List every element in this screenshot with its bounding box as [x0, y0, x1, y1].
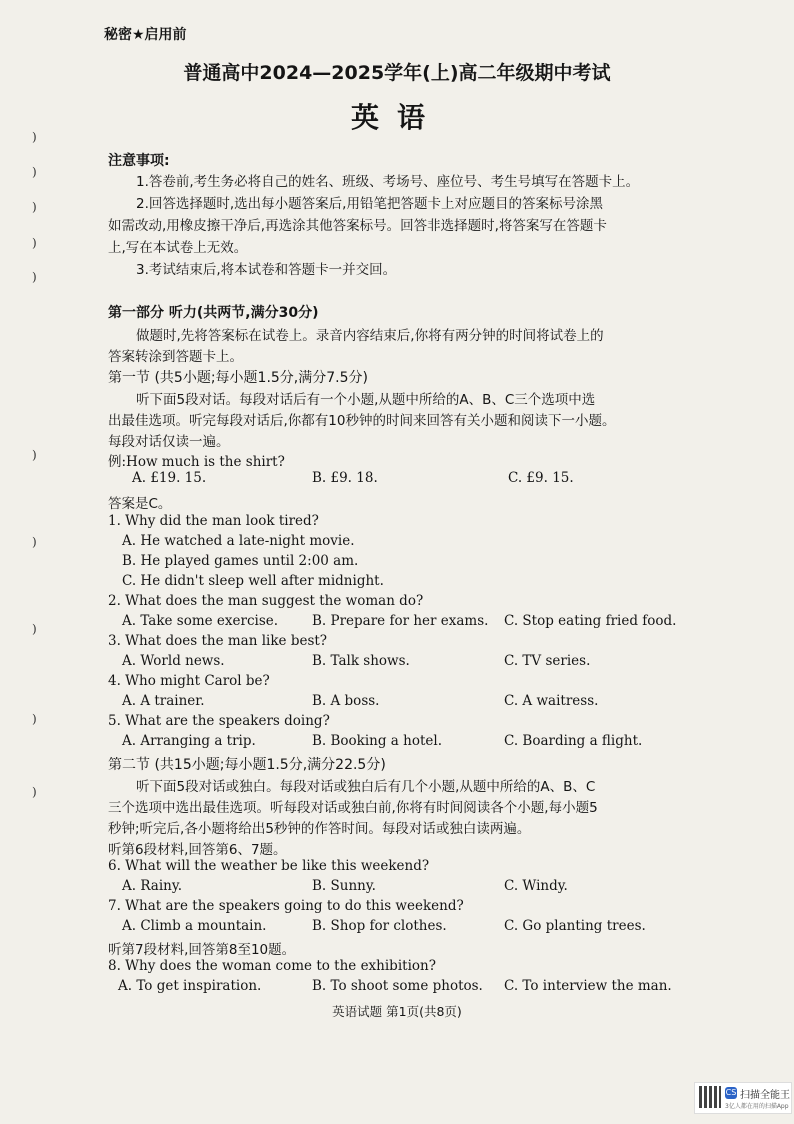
option-7a: A. Climb a mountain. [122, 918, 267, 934]
binding-mark: ) [32, 130, 37, 144]
exam-title: 普通高中2024—2025学年(上)高二年级期中考试 [183, 62, 611, 84]
option-8c: C. To interview the man. [504, 978, 672, 994]
secret-label: 秘密★启用前 [104, 27, 187, 43]
section2-title: 第二节 (共15小题;每小题1.5分,满分22.5分) [108, 757, 386, 773]
notice-item-2: 2.回答选择题时,选出每小题答案后,用铅笔把答题卡上对应题目的答案标号涂黑 [136, 196, 603, 212]
question-2: 2. What does the man suggest the woman do? [108, 593, 424, 609]
notice-title: 注意事项: [108, 153, 170, 169]
material-6-label: 听第6段材料,回答第6、7题。 [108, 842, 287, 858]
question-5: 5. What are the speakers doing? [108, 713, 330, 729]
notice-item-1: 1.答卷前,考生务必将自己的姓名、班级、考场号、座位号、考生号填写在答题卡上。 [136, 174, 640, 190]
binding-mark: ) [32, 270, 37, 284]
binding-mark: ) [32, 535, 37, 549]
binding-mark: ) [32, 622, 37, 636]
binding-mark: ) [32, 200, 37, 214]
option-1a: A. He watched a late-night movie. [122, 533, 355, 549]
scanner-watermark [694, 1082, 792, 1114]
option-1c: C. He didn't sleep well after midnight. [122, 573, 384, 589]
question-4: 4. Who might Carol be? [108, 673, 270, 689]
option-4b: B. A boss. [312, 693, 380, 709]
question-7: 7. What are the speakers going to do this weekend? [108, 898, 464, 914]
example-option-a: A. £19. 15. [132, 470, 207, 486]
option-3c: C. TV series. [504, 653, 591, 669]
option-8a: A. To get inspiration. [118, 978, 262, 994]
option-6a: A. Rainy. [122, 878, 182, 894]
question-6: 6. What will the weather be like this weekend? [108, 858, 430, 874]
section2-intro-cont: 秒钟;听完后,各小题将给出5秒钟的作答时间。每段对话或独白读两遍。 [108, 821, 531, 837]
notice-item-2-cont: 如需改动,用橡皮擦干净后,再选涂其他答案标号。回答非选择题时,将答案写在答题卡 [108, 218, 607, 234]
option-3b: B. Talk shows. [312, 653, 410, 669]
page-footer: 英语试题 第1页(共8页) [332, 1004, 462, 1019]
option-7c: C. Go planting trees. [504, 918, 646, 934]
notice-item-3: 3.考试结束后,将本试卷和答题卡一并交回。 [136, 262, 397, 278]
option-6b: B. Sunny. [312, 878, 376, 894]
scanner-label: 扫描全能王 [740, 1090, 790, 1101]
section1-intro-cont: 每段对话仅读一遍。 [108, 434, 230, 450]
example-option-b: B. £9. 18. [312, 470, 378, 486]
binding-mark: ) [32, 712, 37, 726]
binding-mark: ) [32, 165, 37, 179]
option-2c: C. Stop eating fried food. [504, 613, 677, 629]
section1-intro: 听下面5段对话。每段对话后有一个小题,从题中所给的A、B、C三个选项中选 [136, 392, 596, 408]
notice-item-2-cont: 上,写在本试卷上无效。 [108, 240, 248, 256]
section2-intro: 听下面5段对话或独白。每段对话或独白后有几个小题,从题中所给的A、B、C [136, 779, 596, 795]
question-8: 8. Why does the woman come to the exhibition? [108, 958, 436, 974]
example-option-c: C. £9. 15. [508, 470, 574, 486]
section1-title: 第一节 (共5小题;每小题1.5分,满分7.5分) [108, 370, 368, 386]
scanner-sub-label: 3亿人都在用的扫描App [725, 1103, 789, 1110]
part1-intro: 做题时,先将答案标在试卷上。录音内容结束后,你将有两分钟的时间将试卷上的 [136, 328, 604, 344]
binding-mark: ) [32, 236, 37, 250]
question-3: 3. What does the man like best? [108, 633, 328, 649]
option-8b: B. To shoot some photos. [312, 978, 483, 994]
section1-intro-cont: 出最佳选项。听完每段对话后,你都有10秒钟的时间来回答有关小题和阅读下一小题。 [108, 413, 616, 429]
part1-title: 第一部分 听力(共两节,满分30分) [108, 305, 319, 321]
binding-mark: ) [32, 448, 37, 462]
option-7b: B. Shop for clothes. [312, 918, 447, 934]
option-3a: A. World news. [122, 653, 225, 669]
part1-intro-cont: 答案转涂到答题卡上。 [108, 349, 243, 365]
option-2a: A. Take some exercise. [122, 613, 279, 629]
option-5b: B. Booking a hotel. [312, 733, 442, 749]
question-1: 1. Why did the man look tired? [108, 513, 319, 529]
option-6c: C. Windy. [504, 878, 568, 894]
binding-mark: ) [32, 785, 37, 799]
option-1b: B. He played games until 2:00 am. [122, 553, 359, 569]
example-answer: 答案是C。 [108, 496, 172, 512]
section2-intro-cont: 三个选项中选出最佳选项。听每段对话或独白前,你将有时间阅读各个小题,每小题5 [108, 800, 598, 816]
camscanner-logo-icon: CS [725, 1088, 737, 1097]
example-question: 例:How much is the shirt? [108, 454, 285, 470]
material-7-label: 听第7段材料,回答第8至10题。 [108, 942, 296, 958]
option-2b: B. Prepare for her exams. [312, 613, 489, 629]
option-5c: C. Boarding a flight. [504, 733, 643, 749]
subject-title: 英语 [350, 101, 443, 134]
option-4c: C. A waitress. [504, 693, 599, 709]
option-4a: A. A trainer. [122, 693, 205, 709]
qr-code-icon [699, 1086, 721, 1108]
option-5a: A. Arranging a trip. [122, 733, 256, 749]
